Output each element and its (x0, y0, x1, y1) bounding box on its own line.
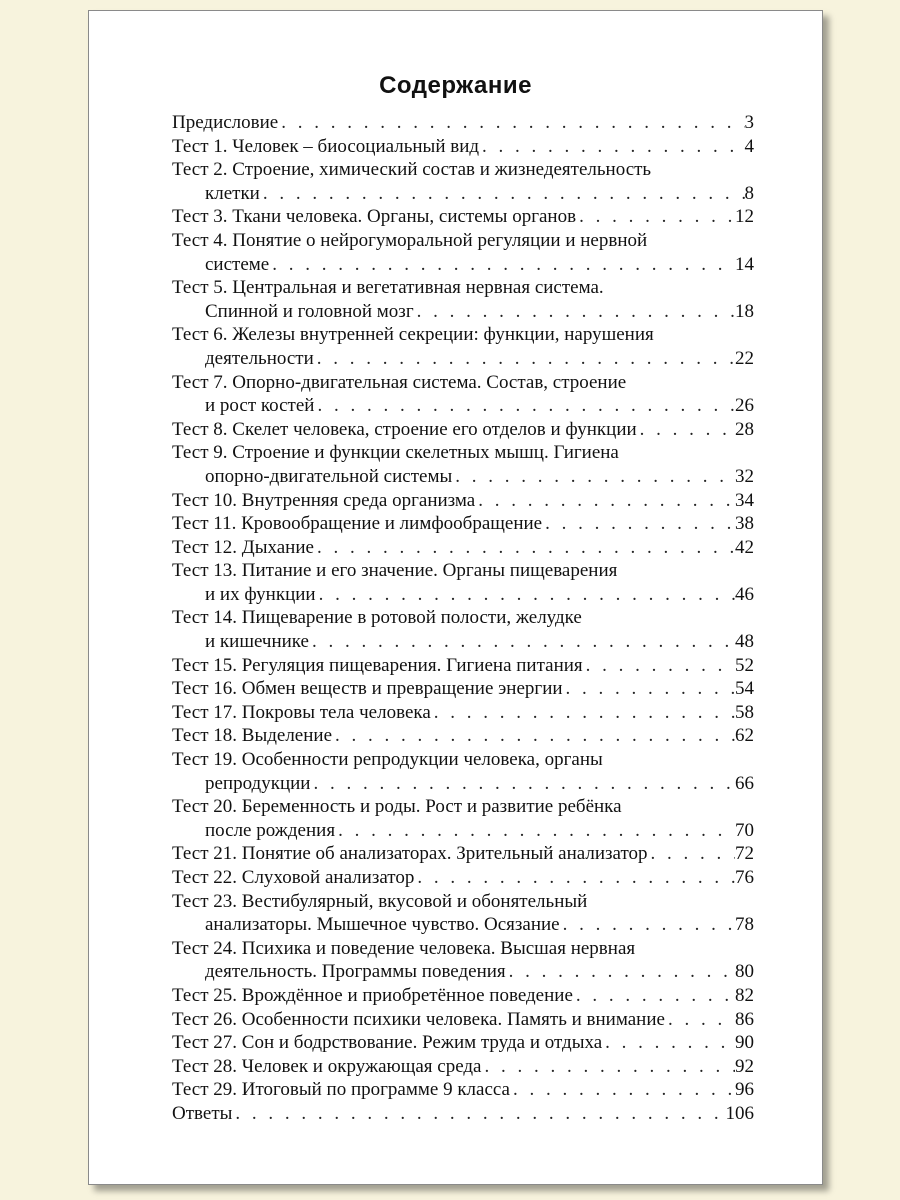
toc-entry-title: Тест 12. Дыхание (172, 536, 314, 558)
toc-page-number: 38 (735, 513, 754, 535)
toc-entry-title: деятельность. Программы поведения (205, 961, 506, 983)
toc-page-number: 8 (744, 182, 754, 204)
toc-entry-title: репродукции (205, 772, 311, 794)
toc-entry-title: Тест 8. Скелет человека, строение его отделов и функции (172, 418, 637, 440)
toc-entry (172, 489, 754, 513)
toc-entry-title: Тест 16. Обмен веществ и превращение энергии (172, 678, 563, 700)
table-of-contents (172, 111, 754, 1126)
toc-page-number: 72 (735, 843, 754, 865)
dot-leader (573, 984, 735, 1008)
dot-leader (332, 724, 735, 748)
toc-page-number: 78 (735, 914, 754, 936)
dot-leader (542, 512, 735, 536)
toc-entry-title: системе (205, 253, 270, 275)
toc-entry-title: Тест 24. Психика и поведение человека. Высшая нервная (172, 937, 636, 959)
toc-entry (172, 111, 754, 135)
toc-page-number: 66 (735, 772, 754, 794)
toc-page-number: 18 (735, 300, 754, 322)
toc-page-number: 62 (735, 725, 754, 747)
toc-line (172, 347, 754, 371)
toc-page-number: 46 (735, 583, 754, 605)
toc-line (172, 772, 754, 796)
toc-entry (172, 512, 754, 536)
toc-line (172, 323, 754, 347)
toc-line (172, 960, 754, 984)
toc-entry (172, 205, 754, 229)
toc-page-number: 90 (735, 1032, 754, 1054)
toc-entry-title: Тест 11. Кровообращение и лимфообращение (172, 513, 543, 535)
toc-entry (172, 890, 754, 937)
toc-page-number: 106 (725, 1102, 754, 1124)
toc-page-number: 42 (735, 536, 754, 558)
toc-line (172, 819, 754, 843)
toc-page-number: 12 (735, 206, 754, 228)
toc-entry (172, 323, 754, 370)
toc-entry (172, 1008, 754, 1032)
toc-line (172, 276, 754, 300)
toc-entry-title: Тест 29. Итоговый по программе 9 класса (172, 1079, 510, 1101)
toc-line (172, 654, 754, 678)
toc-page-number: 34 (735, 489, 754, 511)
dot-leader (310, 772, 735, 796)
toc-entry-title: Тест 20. Беременность и роды. Рост и развитие ребёнка (172, 796, 622, 818)
toc-entry-title: Тест 27. Сон и бодрствование. Режим труда и отдыха (172, 1032, 603, 1054)
toc-line (172, 1102, 754, 1126)
toc-line (172, 465, 754, 489)
toc-entry-title: Тест 4. Понятие о нейрогуморальной регуляции и нервной (172, 229, 648, 251)
toc-page-number: 52 (735, 654, 754, 676)
toc-entry-title: Тест 13. Питание и его значение. Органы пищеварения (172, 560, 618, 582)
dot-leader (506, 960, 735, 984)
toc-entry (172, 795, 754, 842)
toc-entry (172, 371, 754, 418)
toc-entry-title: Тест 14. Пищеварение в ротовой полости, желудке (172, 607, 582, 629)
toc-line (172, 182, 754, 206)
toc-entry (172, 677, 754, 701)
dot-leader (431, 701, 735, 725)
toc-entry-title: и их функции (205, 583, 316, 605)
toc-entry (172, 559, 754, 606)
toc-page-number: 86 (735, 1008, 754, 1030)
toc-entry (172, 724, 754, 748)
toc-entry (172, 135, 754, 159)
dot-leader (665, 1008, 735, 1032)
toc-entry-title: Ответы (172, 1102, 233, 1124)
toc-line (172, 158, 754, 182)
toc-entry-title: Тест 5. Центральная и вегетативная нервная система. (172, 277, 604, 299)
toc-entry-title: Тест 19. Особенности репродукции человека, органы (172, 749, 603, 771)
toc-page-number: 22 (735, 347, 754, 369)
toc-entry-title: Тест 15. Регуляция пищеварения. Гигиена питания (172, 654, 583, 676)
toc-entry-title: анализаторы. Мышечное чувство. Осязание (205, 914, 560, 936)
toc-entry-title: Тест 10. Внутренняя среда организма (172, 489, 476, 511)
toc-entry-title: Тест 1. Человек – биосоциальный вид (172, 135, 480, 157)
toc-entry (172, 441, 754, 488)
toc-line (172, 536, 754, 560)
toc-line (172, 394, 754, 418)
toc-page-number: 28 (735, 418, 754, 440)
toc-line (172, 253, 754, 277)
toc-page-number: 4 (744, 135, 754, 157)
toc-line (172, 937, 754, 961)
toc-page-number: 80 (735, 961, 754, 983)
toc-page-number: 48 (735, 631, 754, 653)
dot-leader (260, 182, 745, 206)
dot-leader (314, 394, 735, 418)
toc-entry-title: Тест 23. Вестибулярный, вкусовой и обонятельный (172, 890, 588, 912)
toc-line (172, 135, 754, 159)
toc-entry-title: и рост костей (205, 395, 315, 417)
toc-entry-title: Спинной и головной мозг (205, 300, 414, 322)
toc-entry-title: Тест 3. Ткани человека. Органы, системы органов (172, 206, 577, 228)
toc-entry (172, 937, 754, 984)
toc-entry-title: Предисловие (172, 112, 279, 133)
toc-entry-title: Тест 21. Понятие об анализаторах. Зрительный анализатор (172, 843, 648, 865)
toc-line (172, 111, 754, 135)
toc-entry-title: и кишечнике (205, 631, 309, 653)
toc-line (172, 205, 754, 229)
toc-line (172, 842, 754, 866)
toc-line (172, 559, 754, 583)
dot-leader (560, 913, 735, 937)
toc-entry (172, 276, 754, 323)
toc-line (172, 890, 754, 914)
toc-page-number: 76 (735, 867, 754, 888)
dot-leader (583, 654, 735, 678)
toc-page-number: 58 (735, 701, 754, 723)
toc-entry-title: Тест 6. Железы внутренней секреции: функции, нарушения (172, 324, 654, 346)
toc-line (172, 300, 754, 324)
toc-page-number: 92 (735, 1055, 754, 1077)
toc-entry (172, 701, 754, 725)
dot-leader (309, 630, 735, 654)
toc-line (172, 984, 754, 1008)
toc-page-number: 26 (735, 395, 754, 417)
toc-page-number: 96 (735, 1079, 754, 1101)
dot-leader (576, 205, 735, 229)
toc-line (172, 724, 754, 748)
toc-entry-title: Тест 26. Особенности психики человека. Память и внимание (172, 1008, 665, 1030)
toc-line (172, 1055, 754, 1079)
toc-entry (172, 606, 754, 653)
toc-page-number: 70 (735, 819, 754, 841)
dot-leader (602, 1031, 735, 1055)
dot-leader (414, 866, 735, 890)
toc-entry (172, 1031, 754, 1055)
toc-entry-title: Тест 7. Опорно-двигательная система. Состав, строение (172, 371, 627, 393)
dot-leader (414, 300, 735, 324)
toc-entry-title: Тест 17. Покровы тела человека (172, 701, 431, 723)
toc-line (172, 866, 754, 890)
dot-leader (278, 111, 744, 135)
toc-entry (172, 866, 754, 890)
toc-page-number: 32 (735, 465, 754, 487)
toc-line (172, 489, 754, 513)
toc-entry-title: Тест 2. Строение, химический состав и жизнедеятельность (172, 159, 652, 181)
toc-page-number: 82 (735, 984, 754, 1006)
toc-line (172, 677, 754, 701)
dot-leader (314, 347, 735, 371)
toc-page-number: 54 (735, 678, 754, 700)
toc-line (172, 795, 754, 819)
toc-entry-title: клетки (205, 182, 260, 204)
toc-entry-title: опорно-двигательной системы (205, 465, 453, 487)
dot-leader (510, 1078, 735, 1102)
page-title: Содержание (379, 72, 532, 99)
toc-line (172, 748, 754, 772)
toc-entry (172, 842, 754, 866)
toc-entry (172, 418, 754, 442)
toc-entry (172, 748, 754, 795)
toc-entry-title: после рождения (205, 819, 336, 841)
dot-leader (475, 489, 735, 513)
toc-entry (172, 158, 754, 205)
dot-leader (637, 418, 735, 442)
toc-line (172, 229, 754, 253)
toc-entry (172, 984, 754, 1008)
toc-line (172, 583, 754, 607)
dot-leader (335, 819, 735, 843)
toc-entry-title: Тест 22. Слуховой анализатор (172, 867, 415, 888)
toc-line (172, 1078, 754, 1102)
toc-entry-title: Тест 25. Врождённое и приобретённое поведение (172, 984, 573, 1006)
toc-line (172, 1008, 754, 1032)
toc-entry-title: Тест 9. Строение и функции скелетных мышц. Гигиена (172, 442, 619, 464)
dot-leader (314, 536, 735, 560)
dot-leader (452, 465, 735, 489)
dot-leader (479, 135, 744, 159)
toc-line (172, 418, 754, 442)
dot-leader (481, 1055, 735, 1079)
toc-line (172, 1031, 754, 1055)
dot-leader (648, 842, 735, 866)
dot-leader (563, 677, 735, 701)
toc-entry-title: Тест 28. Человек и окружающая среда (172, 1055, 482, 1077)
toc-line (172, 913, 754, 937)
toc-line (172, 630, 754, 654)
dot-leader (316, 583, 735, 607)
toc-entry (172, 1078, 754, 1102)
toc-entry (172, 229, 754, 276)
toc-line (172, 512, 754, 536)
toc-page-number: 3 (744, 112, 754, 133)
toc-line (172, 371, 754, 395)
toc-entry (172, 536, 754, 560)
toc-page-number: 14 (735, 253, 754, 275)
toc-line (172, 441, 754, 465)
toc-entry (172, 654, 754, 678)
dot-leader (232, 1102, 725, 1126)
toc-entry (172, 1055, 754, 1079)
book-page (88, 10, 823, 1185)
toc-line (172, 701, 754, 725)
dot-leader (269, 253, 735, 277)
toc-entry-title: Тест 18. Выделение (172, 725, 332, 747)
toc-entry (172, 1102, 754, 1126)
toc-line (172, 606, 754, 630)
toc-entry-title: деятельности (205, 347, 314, 369)
